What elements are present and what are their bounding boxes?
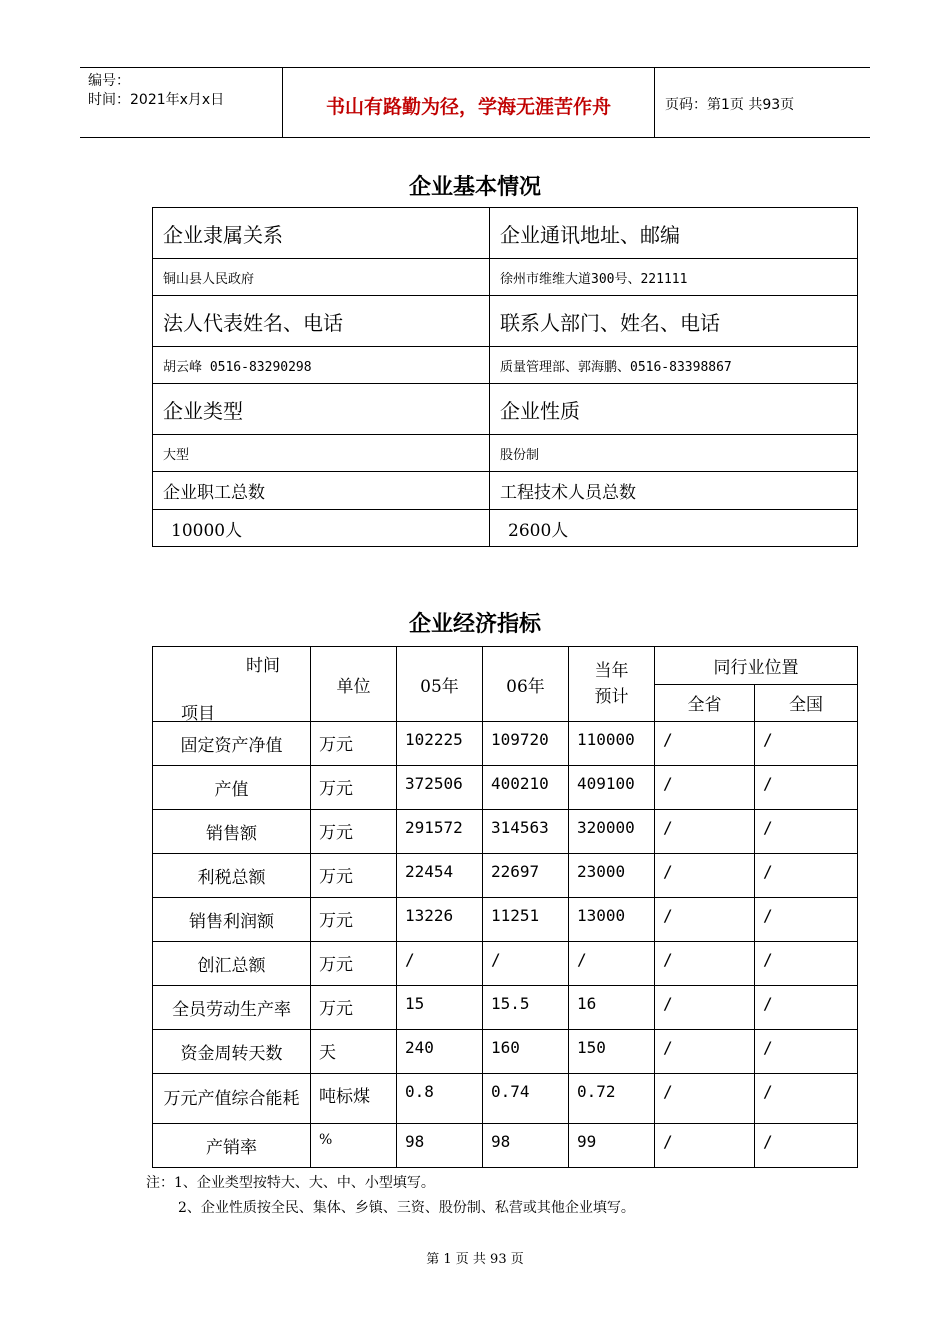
forecast-header-text: 当年预计	[594, 661, 629, 707]
row-item: 产值	[153, 766, 311, 810]
page-header	[80, 67, 870, 138]
document-date: 时间：2021年x月x日	[88, 92, 225, 108]
note-2: 2、企业性质按全民、集体、乡镇、三资、股份制、私营或其他企业填写。	[178, 1200, 635, 1216]
staff-total-value: 10000人	[153, 510, 490, 547]
header-row	[153, 647, 858, 685]
row-item: 万元产值综合能耗	[153, 1074, 311, 1124]
table-row	[153, 854, 858, 898]
row-forecast: 110000	[569, 722, 655, 766]
table-row	[153, 898, 858, 942]
address-value: 徐州市维维大道300号、221111	[490, 259, 858, 296]
row-province: /	[655, 854, 755, 898]
affiliation-value: 铜山县人民政府	[153, 259, 490, 296]
affiliation-label: 企业隶属关系	[153, 208, 490, 259]
row-province: /	[655, 942, 755, 986]
enterprise-nature-value: 股份制	[490, 435, 858, 472]
row-unit: 吨标煤	[311, 1074, 397, 1124]
row-y06: 400210	[483, 766, 569, 810]
row-item: 销售利润额	[153, 898, 311, 942]
row-unit: 万元	[311, 766, 397, 810]
row-forecast: 0.72	[569, 1074, 655, 1124]
unit-header: 单位	[311, 647, 397, 722]
legal-rep-value: 胡云峰 0516-83290298	[153, 347, 490, 384]
item-header: 项目	[181, 704, 215, 724]
row-unit: 万元	[311, 898, 397, 942]
page-footer: 第 1 页 共 93 页	[426, 1252, 524, 1267]
time-header: 时间	[246, 656, 280, 676]
peer-position-header: 同行业位置	[655, 647, 858, 685]
staff-total-label: 企业职工总数	[153, 472, 490, 510]
note-1: 注：1、企业类型按特大、大、中、小型填写。	[146, 1175, 435, 1191]
row-unit: 万元	[311, 810, 397, 854]
enterprise-type-value: 大型	[153, 435, 490, 472]
enterprise-nature-label: 企业性质	[490, 384, 858, 435]
row-forecast: 150	[569, 1030, 655, 1074]
table-row	[153, 208, 858, 259]
basic-info-title: 企业基本情况	[408, 175, 541, 200]
row-item: 利税总额	[153, 854, 311, 898]
row-unit: %	[311, 1124, 397, 1168]
row-y05: 15	[397, 986, 483, 1030]
row-y05: 98	[397, 1124, 483, 1168]
row-province: /	[655, 810, 755, 854]
row-forecast: 16	[569, 986, 655, 1030]
row-province: /	[655, 1030, 755, 1074]
row-unit: 万元	[311, 854, 397, 898]
legal-rep-label: 法人代表姓名、电话	[153, 296, 490, 347]
table-row	[153, 1074, 858, 1124]
contact-value: 质量管理部、郭海鹏、0516-83398867	[490, 347, 858, 384]
time-item-header	[153, 647, 311, 722]
row-y06: 0.74	[483, 1074, 569, 1124]
table-row	[153, 435, 858, 472]
row-y05: 13226	[397, 898, 483, 942]
row-forecast: 320000	[569, 810, 655, 854]
row-y06: 22697	[483, 854, 569, 898]
row-province: /	[655, 1124, 755, 1168]
row-unit: 万元	[311, 986, 397, 1030]
address-label: 企业通讯地址、邮编	[490, 208, 858, 259]
province-header: 全省	[655, 684, 755, 722]
row-y05: 291572	[397, 810, 483, 854]
year05-header: 05年	[397, 647, 483, 722]
row-y05: /	[397, 942, 483, 986]
row-unit: 万元	[311, 722, 397, 766]
row-forecast: /	[569, 942, 655, 986]
row-nation: /	[755, 898, 858, 942]
header-left-cell	[80, 68, 283, 137]
row-forecast: 409100	[569, 766, 655, 810]
row-nation: /	[755, 1030, 858, 1074]
row-y06: 160	[483, 1030, 569, 1074]
row-province: /	[655, 986, 755, 1030]
row-nation: /	[755, 810, 858, 854]
basic-info-table	[152, 207, 858, 547]
table-row	[153, 986, 858, 1030]
row-y06: 109720	[483, 722, 569, 766]
year06-header: 06年	[483, 647, 569, 722]
row-forecast: 13000	[569, 898, 655, 942]
forecast-header	[569, 647, 655, 722]
row-nation: /	[755, 722, 858, 766]
row-y06: 314563	[483, 810, 569, 854]
row-y05: 22454	[397, 854, 483, 898]
row-nation: /	[755, 1074, 858, 1124]
table-row	[153, 259, 858, 296]
table-row	[153, 296, 858, 347]
row-y05: 372506	[397, 766, 483, 810]
row-unit: 天	[311, 1030, 397, 1074]
row-item: 销售额	[153, 810, 311, 854]
contact-label: 联系人部门、姓名、电话	[490, 296, 858, 347]
document-number-label: 编号：	[88, 73, 130, 89]
row-y06: /	[483, 942, 569, 986]
row-y05: 0.8	[397, 1074, 483, 1124]
row-item: 资金周转天数	[153, 1030, 311, 1074]
row-nation: /	[755, 854, 858, 898]
row-forecast: 23000	[569, 854, 655, 898]
row-item: 固定资产净值	[153, 722, 311, 766]
row-province: /	[655, 1074, 755, 1124]
row-province: /	[655, 766, 755, 810]
row-nation: /	[755, 766, 858, 810]
row-nation: /	[755, 942, 858, 986]
row-nation: /	[755, 1124, 858, 1168]
row-forecast: 99	[569, 1124, 655, 1168]
enterprise-type-label: 企业类型	[153, 384, 490, 435]
row-item: 全员劳动生产率	[153, 986, 311, 1030]
table-row	[153, 384, 858, 435]
table-row	[153, 810, 858, 854]
row-item: 创汇总额	[153, 942, 311, 986]
header-right-cell	[655, 68, 870, 137]
row-y05: 240	[397, 1030, 483, 1074]
header-page-info: 页码：第1页 共93页	[665, 97, 795, 113]
table-row	[153, 722, 858, 766]
header-motto: 书山有路勤为径，学海无涯苦作舟	[325, 96, 611, 118]
row-y05: 102225	[397, 722, 483, 766]
table-row	[153, 510, 858, 547]
table-row	[153, 347, 858, 384]
row-province: /	[655, 898, 755, 942]
table-row	[153, 766, 858, 810]
economic-indicators-table	[152, 646, 858, 1168]
table-row	[153, 942, 858, 986]
economic-indicators-title: 企业经济指标	[408, 612, 541, 637]
row-y06: 15.5	[483, 986, 569, 1030]
row-y06: 98	[483, 1124, 569, 1168]
row-y06: 11251	[483, 898, 569, 942]
engineer-total-label: 工程技术人员总数	[490, 472, 858, 510]
table-row	[153, 1124, 858, 1168]
row-item: 产销率	[153, 1124, 311, 1168]
row-unit: 万元	[311, 942, 397, 986]
table-row	[153, 472, 858, 510]
table-row	[153, 1030, 858, 1074]
nation-header: 全国	[755, 684, 858, 722]
row-nation: /	[755, 986, 858, 1030]
engineer-total-value: 2600人	[490, 510, 858, 547]
header-motto-cell	[283, 68, 655, 137]
row-province: /	[655, 722, 755, 766]
